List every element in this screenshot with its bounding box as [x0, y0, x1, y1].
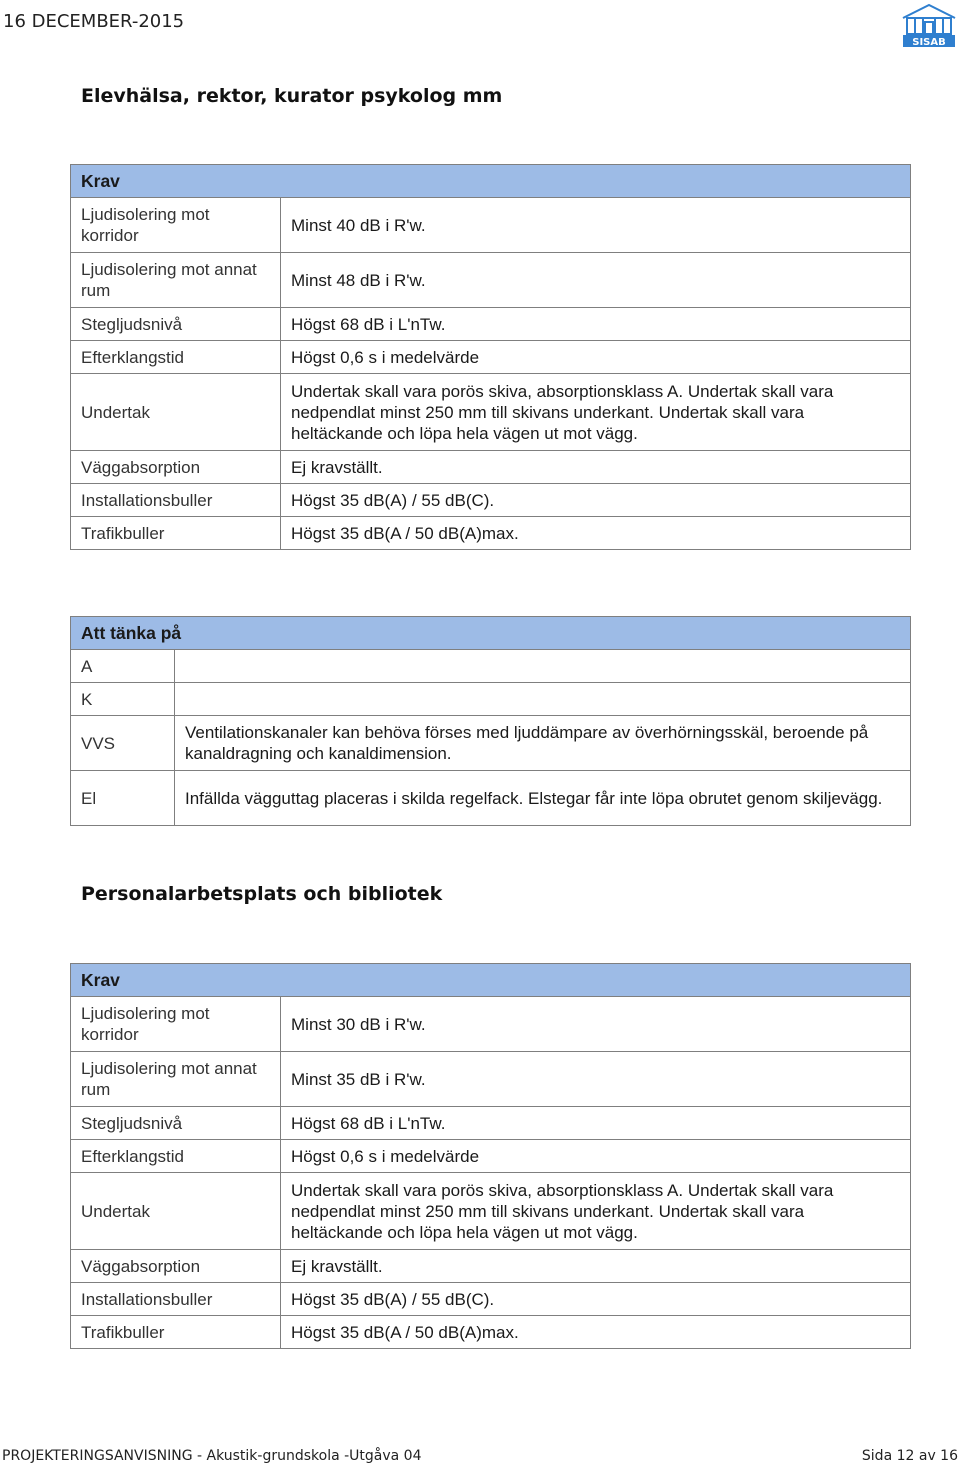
row-label: A: [71, 650, 175, 683]
table-row: [71, 198, 911, 253]
row-label: Undertak: [71, 374, 281, 451]
table-row: [71, 1140, 911, 1173]
section-title-personalarbetsplats: Personalarbetsplats och bibliotek: [81, 883, 443, 905]
row-value: Högst 35 dB(A / 50 dB(A)max.: [281, 1316, 911, 1349]
row-value: Undertak skall vara porös skiva, absorptionsklass A. Undertak skall vara nedpendlat minst 250 mm till skivans underkant. Undertak skall vara heltäckande och löpa hela vägen ut mot vägg.: [281, 1173, 911, 1250]
table-row: [71, 1250, 911, 1283]
table-header: Att tänka på: [71, 617, 911, 650]
row-value: Ventilationskanaler kan behöva förses med ljuddämpare av överhörningsskäl, beroende på kanaldragning och kanaldimension.: [175, 716, 911, 771]
row-value: Minst 35 dB i R'w.: [281, 1052, 911, 1107]
row-label: Ljudisolering mot korridor: [71, 198, 281, 253]
row-value: Högst 0,6 s i medelvärde: [281, 341, 911, 374]
table-row: [71, 1173, 911, 1250]
logo-text: SISAB: [912, 37, 946, 48]
row-value: Minst 30 dB i R'w.: [281, 997, 911, 1052]
row-value: Högst 35 dB(A / 50 dB(A)max.: [281, 517, 911, 550]
row-label: El: [71, 771, 175, 826]
row-label: Trafikbuller: [71, 517, 281, 550]
table-row: [71, 308, 911, 341]
row-value: Ej kravställt.: [281, 1250, 911, 1283]
table-row: [71, 1107, 911, 1140]
row-label: Stegljudsnivå: [71, 1107, 281, 1140]
row-value: Undertak skall vara porös skiva, absorptionsklass A. Undertak skall vara nedpendlat minst 250 mm till skivans underkant. Undertak skall vara heltäckande och löpa hela vägen ut mot vägg.: [281, 374, 911, 451]
row-label: Väggabsorption: [71, 451, 281, 484]
row-label: Trafikbuller: [71, 1316, 281, 1349]
table-row: [71, 374, 911, 451]
table-row: [71, 517, 911, 550]
table-row: [71, 650, 911, 683]
table-row: [71, 253, 911, 308]
table-row: [71, 341, 911, 374]
row-value: Minst 48 dB i R'w.: [281, 253, 911, 308]
row-label: Ljudisolering mot annat rum: [71, 253, 281, 308]
table-header: Krav: [71, 165, 911, 198]
row-value: Högst 35 dB(A) / 55 dB(C).: [281, 1283, 911, 1316]
table-row: [71, 484, 911, 517]
table-header: Krav: [71, 964, 911, 997]
table-row: [71, 451, 911, 484]
footer-page-number: Sida 12 av 16: [861, 1448, 958, 1464]
row-label: Installationsbuller: [71, 1283, 281, 1316]
considerations-table: [70, 616, 911, 826]
table-row: [71, 1316, 911, 1349]
table-row: [71, 997, 911, 1052]
row-label: Undertak: [71, 1173, 281, 1250]
row-label: Väggabsorption: [71, 1250, 281, 1283]
row-label: Efterklangstid: [71, 341, 281, 374]
row-label: Efterklangstid: [71, 1140, 281, 1173]
row-value: Minst 40 dB i R'w.: [281, 198, 911, 253]
row-label: Ljudisolering mot korridor: [71, 997, 281, 1052]
requirements-table-personalarbetsplats: [70, 963, 911, 1349]
row-value: Högst 35 dB(A) / 55 dB(C).: [281, 484, 911, 517]
row-value: [175, 650, 911, 683]
row-label: Ljudisolering mot annat rum: [71, 1052, 281, 1107]
row-value: Högst 0,6 s i medelvärde: [281, 1140, 911, 1173]
sisab-logo: [900, 2, 958, 48]
table-row: [71, 683, 911, 716]
header-date: 16 DECEMBER-2015: [3, 11, 185, 32]
table-row: [71, 771, 911, 826]
table-row: [71, 716, 911, 771]
row-label: Stegljudsnivå: [71, 308, 281, 341]
row-value: Högst 68 dB i L'nTw.: [281, 1107, 911, 1140]
section-title-elevhalsa: Elevhälsa, rektor, kurator psykolog mm: [81, 85, 503, 107]
row-value: Högst 68 dB i L'nTw.: [281, 308, 911, 341]
row-label: Installationsbuller: [71, 484, 281, 517]
table-row: [71, 1283, 911, 1316]
row-value: [175, 683, 911, 716]
row-label: VVS: [71, 716, 175, 771]
row-value: Ej kravställt.: [281, 451, 911, 484]
table-row: [71, 1052, 911, 1107]
row-value: Infällda vägguttag placeras i skilda regelfack. Elstegar får inte löpa obrutet genom skiljevägg.: [175, 771, 911, 826]
row-label: K: [71, 683, 175, 716]
footer-document-title: PROJEKTERINGSANVISNING - Akustik-grundskola -Utgåva 04: [2, 1448, 422, 1464]
requirements-table-elevhalsa: [70, 164, 911, 550]
